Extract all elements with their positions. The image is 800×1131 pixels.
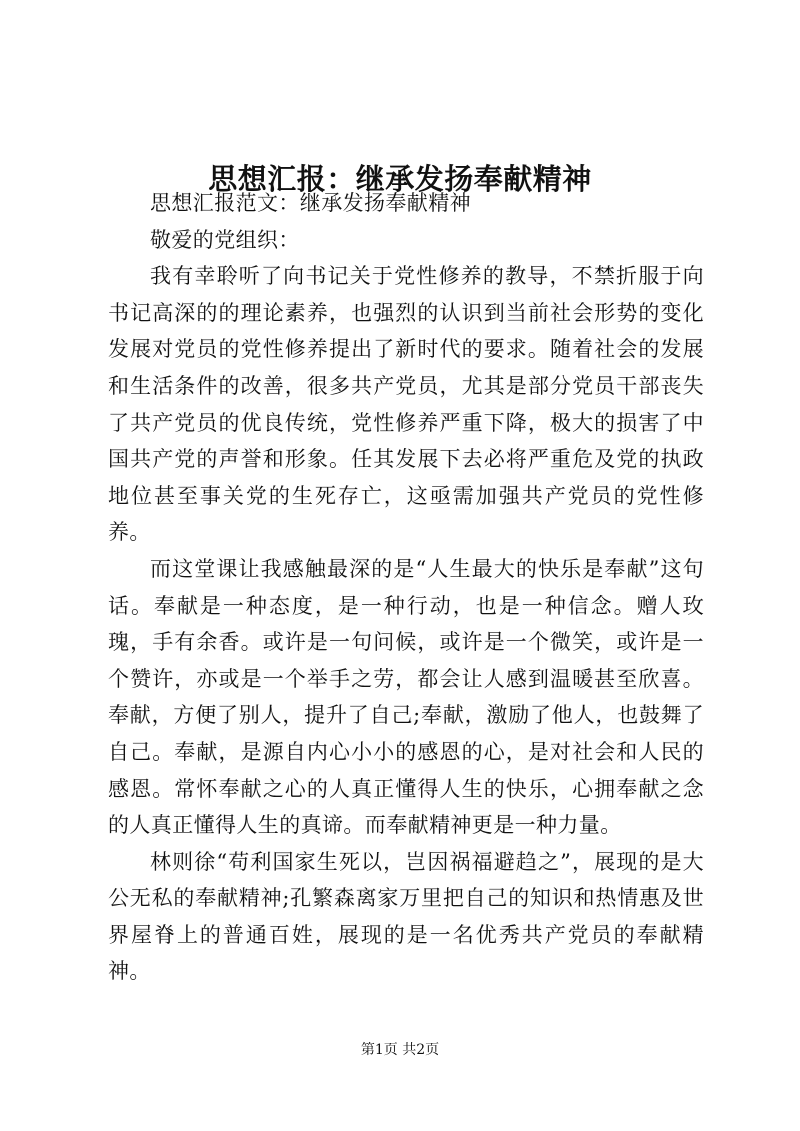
paragraph-2: 而这堂课让我感触最深的是“人生最大的快乐是奉献”这句话。奉献是一种态度，是一种行动，也是一种信念。赠人玫瑰，手有余香。或许是一句问候，或许是一个微笑，或许是一个赞许，亦或是一个举手之劳，都会让人感到温暖甚至欣喜。奉献，方便了别人，提升了自己;奉献，激励了他人，也鼓舞了自己。奉献，是源自内心小小的感恩的心，是对社会和人民的感恩。常怀奉献之心的人真正懂得人生的快乐，心拥奉献之念的人真正懂得人生的真谛。而奉献精神更是一种力量。 (108, 556, 704, 838)
document-body (108, 185, 704, 990)
paragraph-3: 林则徐“苟利国家生死以，岂因祸福避趋之”，展现的是大公无私的奉献精神;孔繁森离家万里把自己的知识和热情惠及世界屋脊上的普通百姓，展现的是一名优秀共产党员的奉献精神。 (108, 849, 704, 984)
document-title: 思想汇报：继承发扬奉献精神 (208, 162, 592, 197)
salutation: 敬爱的党组织： (150, 227, 300, 252)
page-footer: 第1页 共2页 (360, 1042, 440, 1058)
paragraph-1: 我有幸聆听了向书记关于党性修养的教导，不禁折服于向书记高深的的理论素养，也强烈的认识到当前社会形势的变化发展对党员的党性修养提出了新时代的要求。随着社会的发展和生活条件的改善，很多共产党员，尤其是部分党员干部丧失了共产党员的优良传统，党性修养严重下降，极大的损害了中国共产党的声誉和形象。任其发展下去必将严重危及党的执政地位甚至事关党的生死存亡，这亟需加强共产党员的党性修养。 (108, 264, 704, 545)
document-subtitle: 思想汇报范文：继承发扬奉献精神 (150, 191, 471, 215)
